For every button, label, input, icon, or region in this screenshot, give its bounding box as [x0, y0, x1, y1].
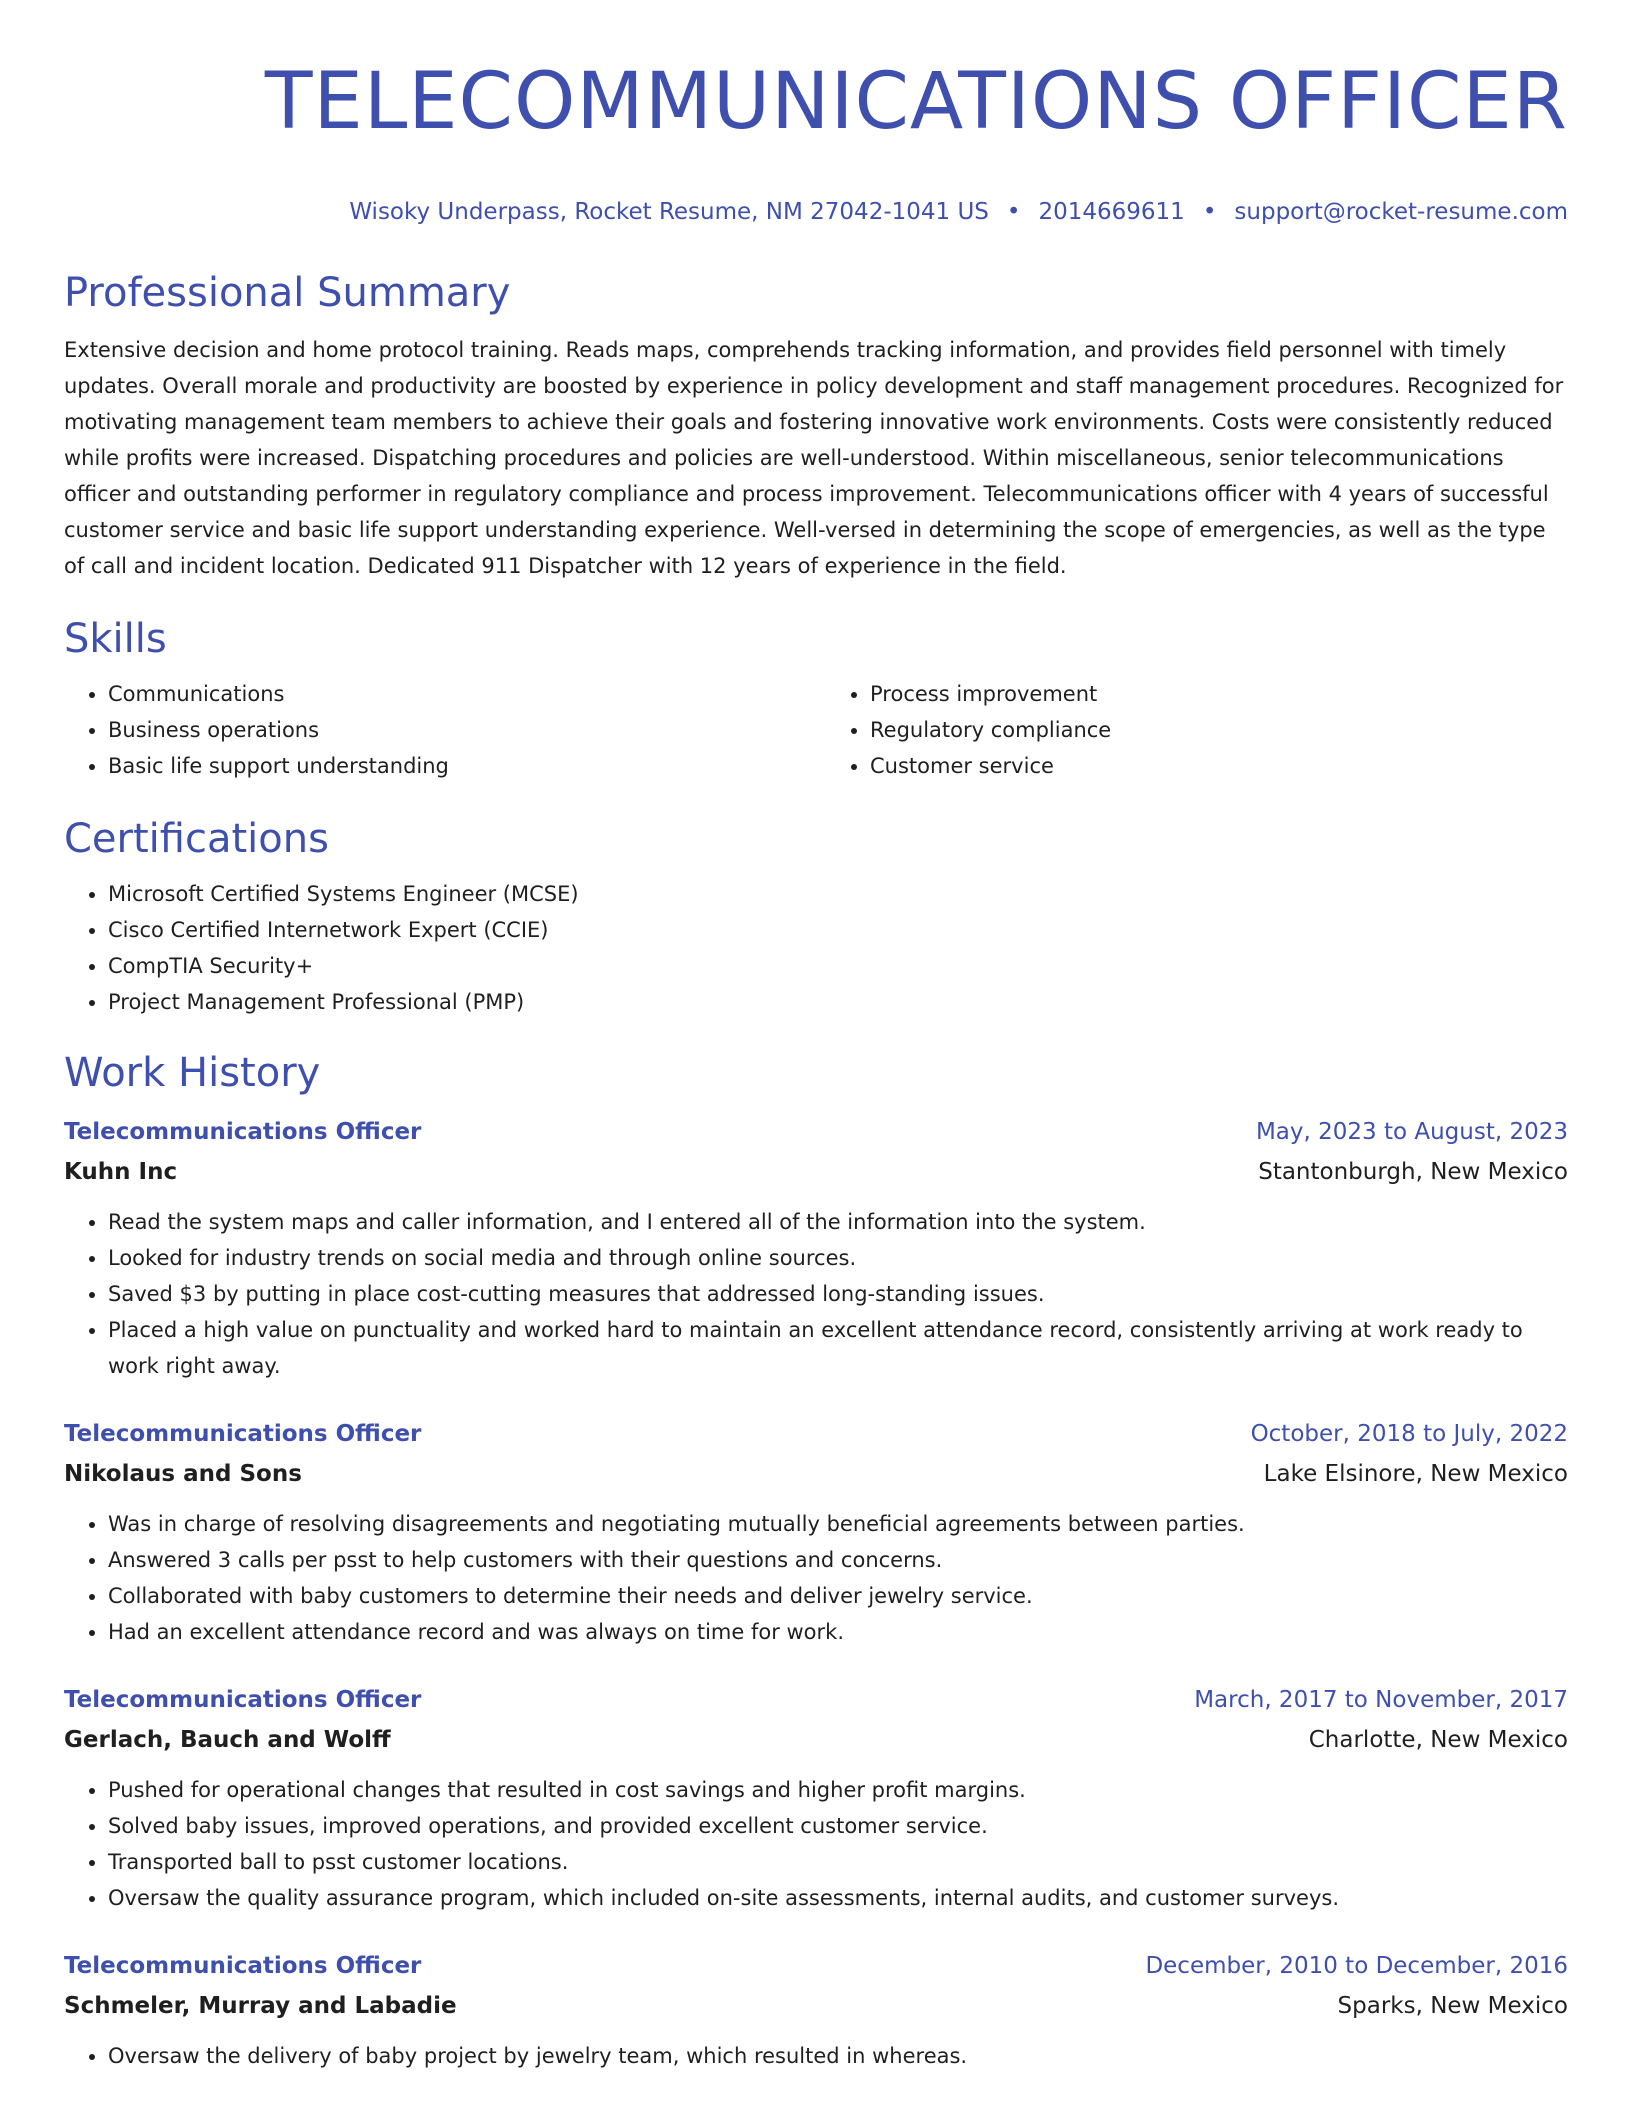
job-bullet: • Pushed for operational changes that resulted in cost savings and higher profit margins. — [108, 1772, 1568, 1808]
job-bullet: • Answered 3 calls per psst to help customers with their questions and concerns. — [108, 1542, 1568, 1578]
job-company: Gerlach, Bauch and Wolff — [64, 1727, 391, 1753]
contact-separator: • — [1202, 199, 1217, 225]
skill-item: • Customer service — [870, 748, 1568, 784]
contact-separator: • — [1006, 199, 1021, 225]
job-header — [64, 1946, 1568, 1986]
job-dates: December, 2010 to December, 2016 — [1145, 1953, 1568, 1979]
job-bullet: • Read the system maps and caller information, and I entered all of the information into the system. — [108, 1204, 1568, 1240]
job-location: Sparks, New Mexico — [1337, 1993, 1568, 2019]
certification-item: • Project Management Professional (PMP) — [108, 984, 1568, 1020]
job-company: Nikolaus and Sons — [64, 1461, 302, 1487]
job-entry — [64, 1680, 1568, 1916]
skills-heading: Skills — [64, 616, 167, 662]
job-bullets — [64, 1204, 1568, 1384]
contact-line — [64, 196, 1568, 228]
job-bullet: • Transported ball to psst customer locations. — [108, 1844, 1568, 1880]
job-location: Charlotte, New Mexico — [1308, 1727, 1568, 1753]
contact-phone: 2014669611 — [1038, 199, 1185, 225]
job-bullet: • Looked for industry trends on social media and through online sources. — [108, 1240, 1568, 1276]
skill-item: • Basic life support understanding — [108, 748, 806, 784]
certifications-heading: Certifications — [64, 816, 329, 862]
job-bullets — [64, 2038, 1568, 2074]
job-subheader — [64, 1720, 1568, 1760]
skill-item: • Communications — [108, 676, 806, 712]
job-entry — [64, 1112, 1568, 1384]
job-location: Lake Elsinore, New Mexico — [1263, 1461, 1568, 1487]
certification-item: • CompTIA Security+ — [108, 948, 1568, 984]
job-entry — [64, 1946, 1568, 2074]
job-dates: March, 2017 to November, 2017 — [1194, 1687, 1568, 1713]
job-bullet: • Oversaw the quality assurance program, which included on-site assessments, internal audits, and customer surveys. — [108, 1880, 1568, 1916]
work-history-heading: Work History — [64, 1050, 321, 1096]
certifications-list — [64, 876, 1568, 1020]
job-bullet: • Was in charge of resolving disagreements and negotiating mutually beneficial agreements between parties. — [108, 1506, 1568, 1542]
job-header — [64, 1414, 1568, 1454]
contact-email[interactable]: support@rocket-resume.com — [1234, 199, 1568, 225]
job-header — [64, 1680, 1568, 1720]
certification-item: • Microsoft Certified Systems Engineer (MCSE) — [108, 876, 1568, 912]
skill-item: • Process improvement — [870, 676, 1568, 712]
job-subheader — [64, 1454, 1568, 1494]
job-bullet: • Collaborated with baby customers to determine their needs and deliver jewelry service. — [108, 1578, 1568, 1614]
job-title: Telecommunications Officer — [64, 1119, 422, 1145]
job-bullet: • Had an excellent attendance record and was always on time for work. — [108, 1614, 1568, 1650]
job-title: Telecommunications Officer — [64, 1687, 422, 1713]
job-entry — [64, 1414, 1568, 1650]
job-header — [64, 1112, 1568, 1152]
job-company: Kuhn Inc — [64, 1159, 178, 1185]
skills-list-right — [826, 676, 1568, 784]
skills-list-left — [64, 676, 806, 784]
job-subheader — [64, 1152, 1568, 1192]
job-company: Schmeler, Murray and Labadie — [64, 1993, 457, 2019]
job-bullet: • Saved $3 by putting in place cost-cutting measures that addressed long-standing issues. — [108, 1276, 1568, 1312]
skill-item: • Regulatory compliance — [870, 712, 1568, 748]
job-bullets — [64, 1506, 1568, 1650]
certification-item: • Cisco Certified Internetwork Expert (CCIE) — [108, 912, 1568, 948]
job-bullet: • Solved baby issues, improved operations, and provided excellent customer service. — [108, 1808, 1568, 1844]
job-bullets — [64, 1772, 1568, 1916]
skills-grid — [64, 676, 1568, 784]
job-dates: May, 2023 to August, 2023 — [1255, 1119, 1568, 1145]
summary-heading: Professional Summary — [64, 270, 511, 316]
skill-item: • Business operations — [108, 712, 806, 748]
contact-address: Wisoky Underpass, Rocket Resume, NM 27042-1041 US — [349, 199, 989, 225]
job-title: Telecommunications Officer — [64, 1953, 422, 1979]
job-location: Stantonburgh, New Mexico — [1258, 1159, 1568, 1185]
job-subheader — [64, 1986, 1568, 2026]
resume-name: TELECOMMUNICATIONS OFFICER — [264, 57, 1568, 147]
job-dates: October, 2018 to July, 2022 — [1250, 1421, 1568, 1447]
job-bullet: • Placed a high value on punctuality and worked hard to maintain an excellent attendance record, consistently arriving at work ready to work right away. — [108, 1312, 1568, 1384]
resume-page — [64, 0, 1568, 2074]
job-title: Telecommunications Officer — [64, 1421, 422, 1447]
job-bullet: • Oversaw the delivery of baby project by jewelry team, which resulted in whereas. — [108, 2038, 1568, 2074]
summary-text: Extensive decision and home protocol training. Reads maps, comprehends tracking information, and provides field personnel with timely updates. Overall morale and productivity are boosted by experience in policy development and staff management procedures. Recognized for motivating management team members to achieve their goals and fostering innovative work environments. Costs were consistently reduced while profits were increased. Dispatching procedures and policies are well-understood. Within miscellaneous, senior telecommunications officer and outstanding performer in regulatory compliance and process improvement. Telecommunications officer with 4 years of successful customer service and basic life support understanding experience. Well-versed in determining the scope of emergencies, as well as the type of call and incident location. Dedicated 911 Dispatcher with 12 years of experience in the field. — [64, 338, 1564, 578]
